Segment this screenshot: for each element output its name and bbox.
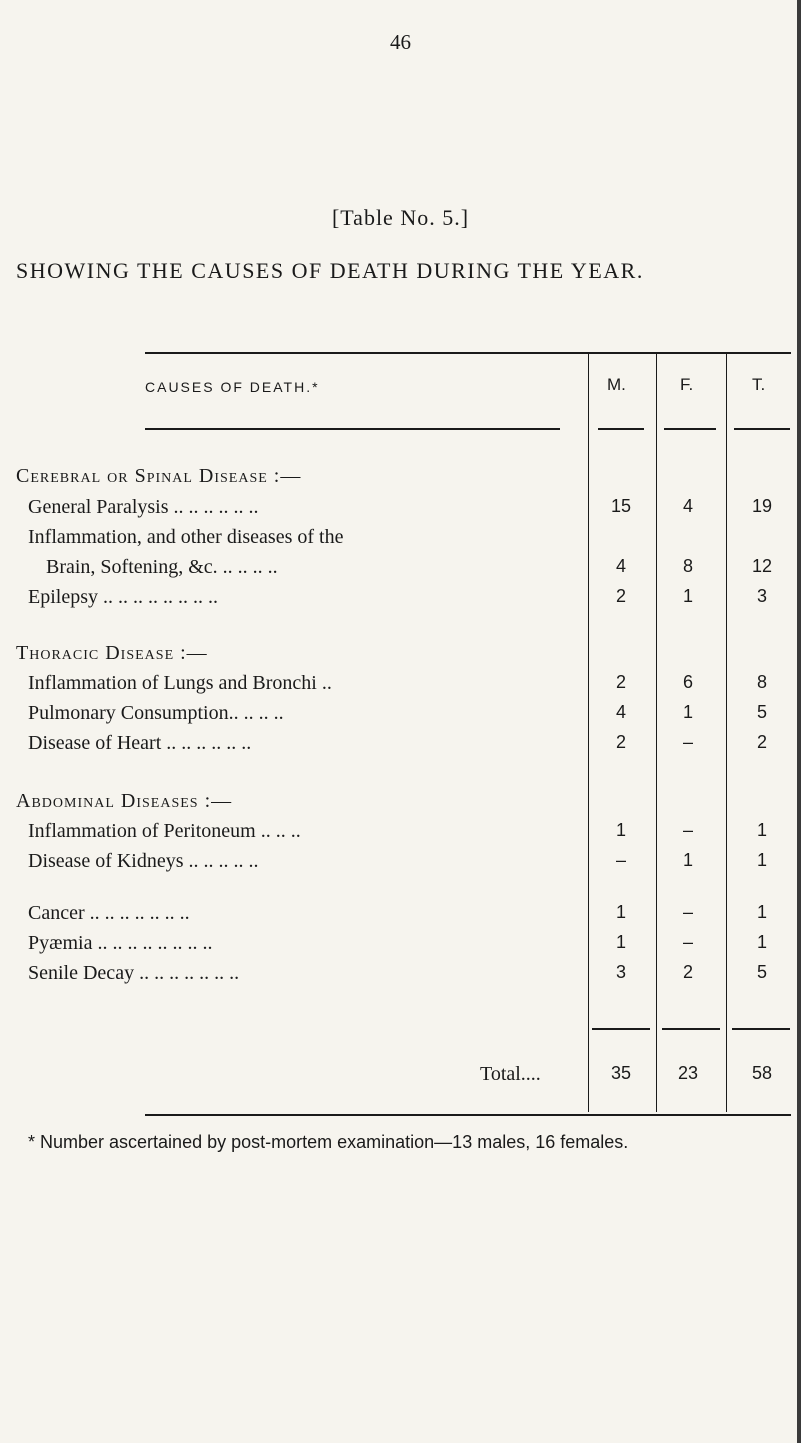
header-underline-causes <box>145 428 560 430</box>
cause-label: Pyæmia .. .. .. .. .. .. .. .. <box>28 932 213 954</box>
cell-t: 1 <box>756 902 767 922</box>
cell-m: 2 <box>615 586 626 606</box>
total-underline-f <box>662 1028 720 1030</box>
cell-m: 1 <box>615 902 626 922</box>
total-t: 58 <box>751 1063 773 1083</box>
cell-m: 4 <box>615 702 626 722</box>
table-row <box>0 702 801 732</box>
cause-label: Brain, Softening, &c. .. .. .. .. <box>46 556 278 578</box>
table-row <box>0 526 801 556</box>
cause-label: Inflammation of Peritoneum .. .. .. <box>28 820 301 842</box>
cell-m: 2 <box>615 672 626 692</box>
cell-m: 1 <box>615 932 626 952</box>
cell-f: – <box>682 732 693 752</box>
page-number: 46 <box>390 30 411 54</box>
total-f: 23 <box>677 1063 699 1083</box>
cause-label: Disease of Heart .. .. .. .. .. .. <box>28 732 252 754</box>
cell-m: 2 <box>615 732 626 752</box>
cell-f: 6 <box>682 672 693 692</box>
cell-f: 1 <box>682 586 693 606</box>
cell-t: 8 <box>756 672 767 692</box>
cell-f: 1 <box>682 702 693 722</box>
cell-f: 4 <box>682 496 693 516</box>
cell-t: 3 <box>756 586 767 606</box>
cell-m: 15 <box>610 496 632 516</box>
cell-t: 12 <box>751 556 773 576</box>
total-m: 35 <box>610 1063 632 1083</box>
header-underline-t <box>734 428 790 430</box>
header-causes: CAUSES OF DEATH.* <box>145 379 320 395</box>
cell-f: – <box>682 820 693 840</box>
header-underline-f <box>664 428 716 430</box>
table-row <box>0 850 801 880</box>
cell-t: 1 <box>756 932 767 952</box>
section-heading-row <box>0 465 801 495</box>
total-row <box>0 1063 801 1093</box>
top-rule <box>145 352 791 354</box>
cell-t: 19 <box>751 496 773 516</box>
header-t: T. <box>752 375 766 394</box>
total-label: Total.... <box>480 1063 541 1085</box>
section-heading: Cerebral or Spinal Disease :— <box>16 465 302 487</box>
cell-f: – <box>682 932 693 952</box>
cell-m: 4 <box>615 556 626 576</box>
cell-m: – <box>615 850 626 870</box>
cell-t: 2 <box>756 732 767 752</box>
table-row <box>0 672 801 702</box>
table-row <box>0 820 801 850</box>
cell-f: 8 <box>682 556 693 576</box>
header-underline-m <box>598 428 644 430</box>
cell-f: – <box>682 902 693 922</box>
table-row <box>0 732 801 762</box>
page-edge <box>797 0 801 1443</box>
header-f: F. <box>680 375 694 394</box>
table-number: [Table No. 5.] <box>331 205 470 230</box>
cell-t: 1 <box>756 820 767 840</box>
section-heading: Abdominal Diseases :— <box>16 790 233 812</box>
table-row <box>0 496 801 526</box>
cell-t: 5 <box>756 702 767 722</box>
cell-f: 2 <box>682 962 693 982</box>
total-underline-t <box>732 1028 790 1030</box>
section-heading: Thoracic Disease :— <box>16 642 208 664</box>
cell-m: 1 <box>615 820 626 840</box>
section-heading-row <box>0 790 801 820</box>
cause-label: Inflammation, and other diseases of the <box>28 526 344 548</box>
header-m: M. <box>607 375 626 394</box>
footnote: * Number ascertained by post-mortem examination—13 males, 16 females. <box>28 1132 629 1152</box>
cell-f: 1 <box>682 850 693 870</box>
table-row <box>0 962 801 992</box>
cause-label: Epilepsy .. .. .. .. .. .. .. .. <box>28 586 218 608</box>
cause-label: Pulmonary Consumption.. .. .. .. <box>28 702 284 724</box>
cell-m: 3 <box>615 962 626 982</box>
cause-label: General Paralysis .. .. .. .. .. .. <box>28 496 259 518</box>
cause-label: Inflammation of Lungs and Bronchi .. <box>28 672 332 694</box>
cause-label: Senile Decay .. .. .. .. .. .. .. <box>28 962 240 984</box>
bottom-rule <box>145 1114 791 1116</box>
table-row <box>0 902 801 932</box>
section-heading-row <box>0 642 801 672</box>
cause-label: Disease of Kidneys .. .. .. .. .. <box>28 850 259 872</box>
cell-t: 5 <box>756 962 767 982</box>
table-row <box>0 556 801 586</box>
cell-t: 1 <box>756 850 767 870</box>
table-row <box>0 932 801 962</box>
cause-label: Cancer .. .. .. .. .. .. .. <box>28 902 190 924</box>
total-underline-m <box>592 1028 650 1030</box>
table-row <box>0 586 801 616</box>
table-heading: SHOWING THE CAUSES OF DEATH DURING THE YEAR. <box>16 258 644 283</box>
